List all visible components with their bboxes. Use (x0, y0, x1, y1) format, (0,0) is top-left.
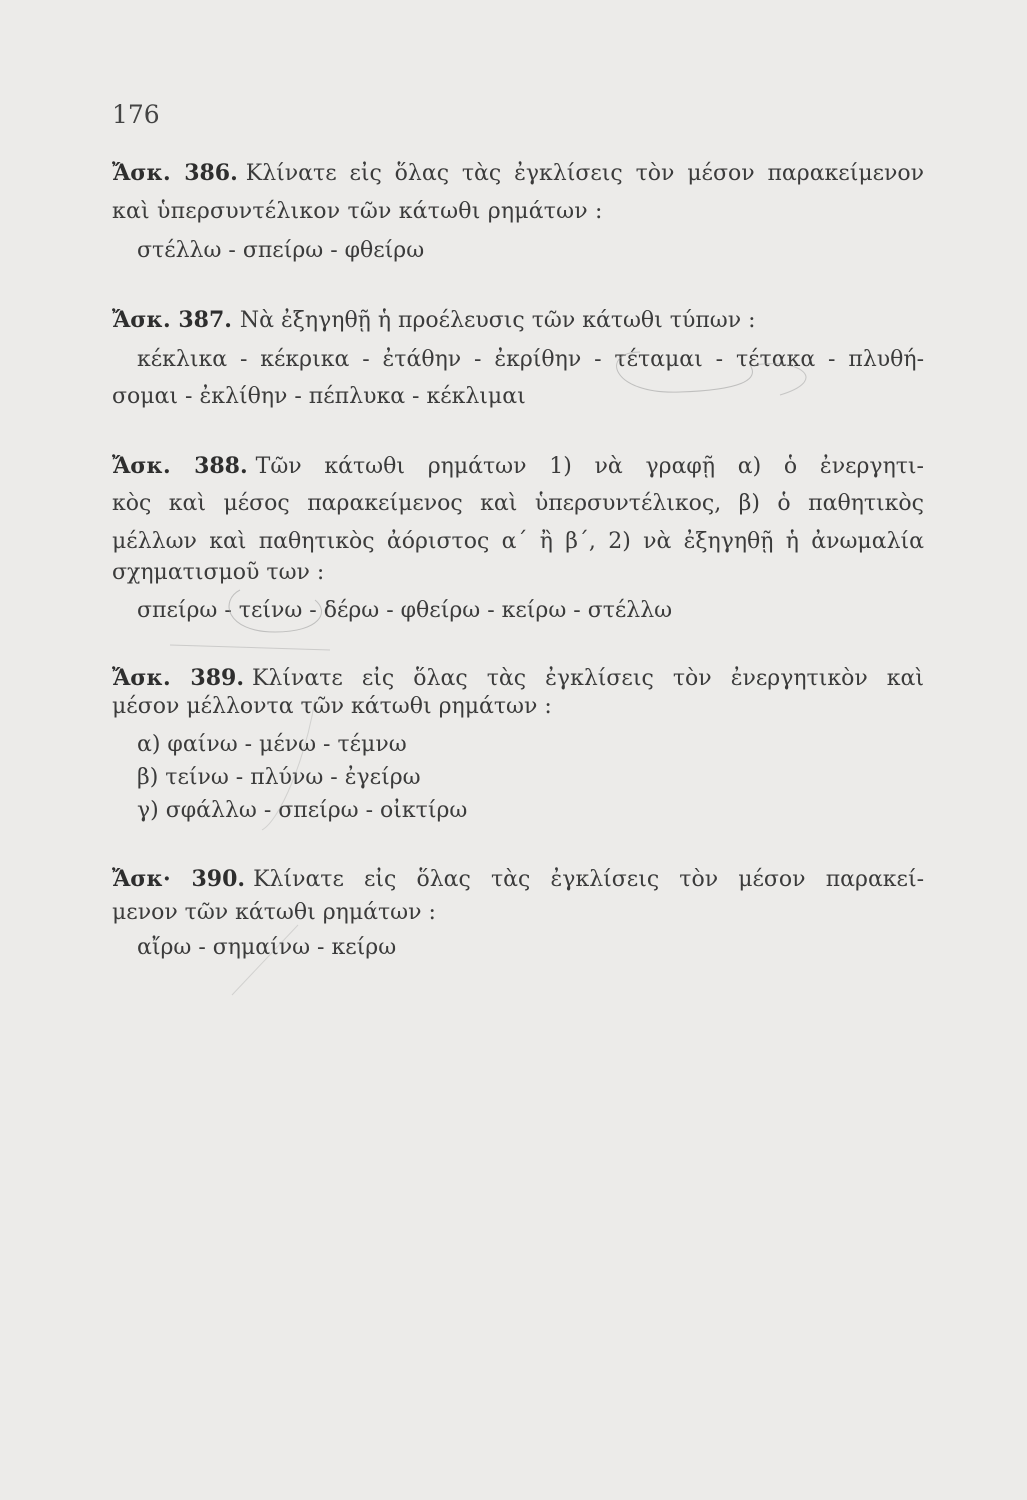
exercise-386-words: στέλλω - σπείρω - φθείρω (137, 238, 425, 263)
exercise-388-line-3: μέλλων καὶ παθητικὸς ἀόριστος α΄ ἢ β΄, 2) νὰ ἐξηγηθῇ ἡ ἀνωμαλία (112, 529, 924, 554)
exercise-386-line-1 (112, 158, 924, 189)
exercise-389-words-a: α) φαίνω - μένω - τέμνω (137, 732, 407, 757)
exercise-390-words: αἴρω - σημαίνω - κείρω (137, 935, 397, 960)
exercise-387-text-1: Νὰ ἐξηγηθῇ ἡ προέλευσις τῶν κάτωθι τύπων : (239, 308, 756, 333)
exercise-389-label: Ἄσκ. 389. (112, 665, 244, 691)
exercise-388-line-4: σχηματισμοῦ των : (112, 560, 325, 585)
exercise-390-label: Ἄσκ· 390. (112, 866, 246, 892)
exercise-390-text-1: Κλίνατε εἰς ὅλας τὰς ἐγκλίσεις τὸν μέσον παρακεί- (253, 867, 925, 892)
exercise-389-words-b: β) τείνω - πλύνω - ἐγείρω (137, 765, 421, 790)
exercise-386-line-2: καὶ ὑπερσυντέλικον τῶν κάτωθι ρημάτων : (112, 199, 603, 224)
pencil-line-mark-2 (170, 645, 330, 650)
exercise-387-words-2: σομαι - ἐκλίθην - πέπλυκα - κέκλιμαι (112, 384, 526, 409)
exercise-388-line-2: κὸς καὶ μέσος παρακείμενος καὶ ὑπερσυντέλικος, β) ὁ παθητικὸς (112, 491, 924, 516)
exercise-389-line-2: μέσον μέλλοντα τῶν κάτωθι ρημάτων : (112, 694, 552, 719)
exercise-389-line-1 (112, 663, 924, 694)
exercise-386-text-1: Κλίνατε εἰς ὅλας τὰς ἐγκλίσεις τὸν μέσον παρακείμενον (245, 161, 925, 186)
exercise-387-label: Ἄσκ. 387. (112, 307, 232, 333)
exercise-389-words-c: γ) σφάλλω - σπείρω - οἰκτίρω (137, 798, 468, 823)
page-number: 176 (112, 100, 160, 129)
exercise-387-line-1 (112, 305, 924, 336)
exercise-386-label: Ἄσκ. 386. (112, 160, 238, 186)
exercise-388-words: σπείρω - τείνω - δέρω - φθείρω - κείρω - στέλλω (137, 598, 673, 623)
exercise-390-line-2: μενον τῶν κάτωθι ρημάτων : (112, 900, 436, 925)
exercise-390-line-1 (112, 864, 924, 895)
exercise-389-text-1: Κλίνατε εἰς ὅλας τὰς ἐγκλίσεις τὸν ἐνεργητικὸν καὶ (251, 666, 924, 691)
exercise-388-line-1 (112, 451, 924, 482)
exercise-388-label: Ἄσκ. 388. (112, 453, 248, 479)
exercise-388-text-1: Τῶν κάτωθι ρημάτων 1) νὰ γραφῇ α) ὁ ἐνεργητι- (255, 454, 924, 479)
exercise-387-words-1: κέκλικα - κέκρικα - ἐτάθην - ἐκρίθην - τέταμαι - τέτακα - πλυθή- (137, 347, 924, 372)
